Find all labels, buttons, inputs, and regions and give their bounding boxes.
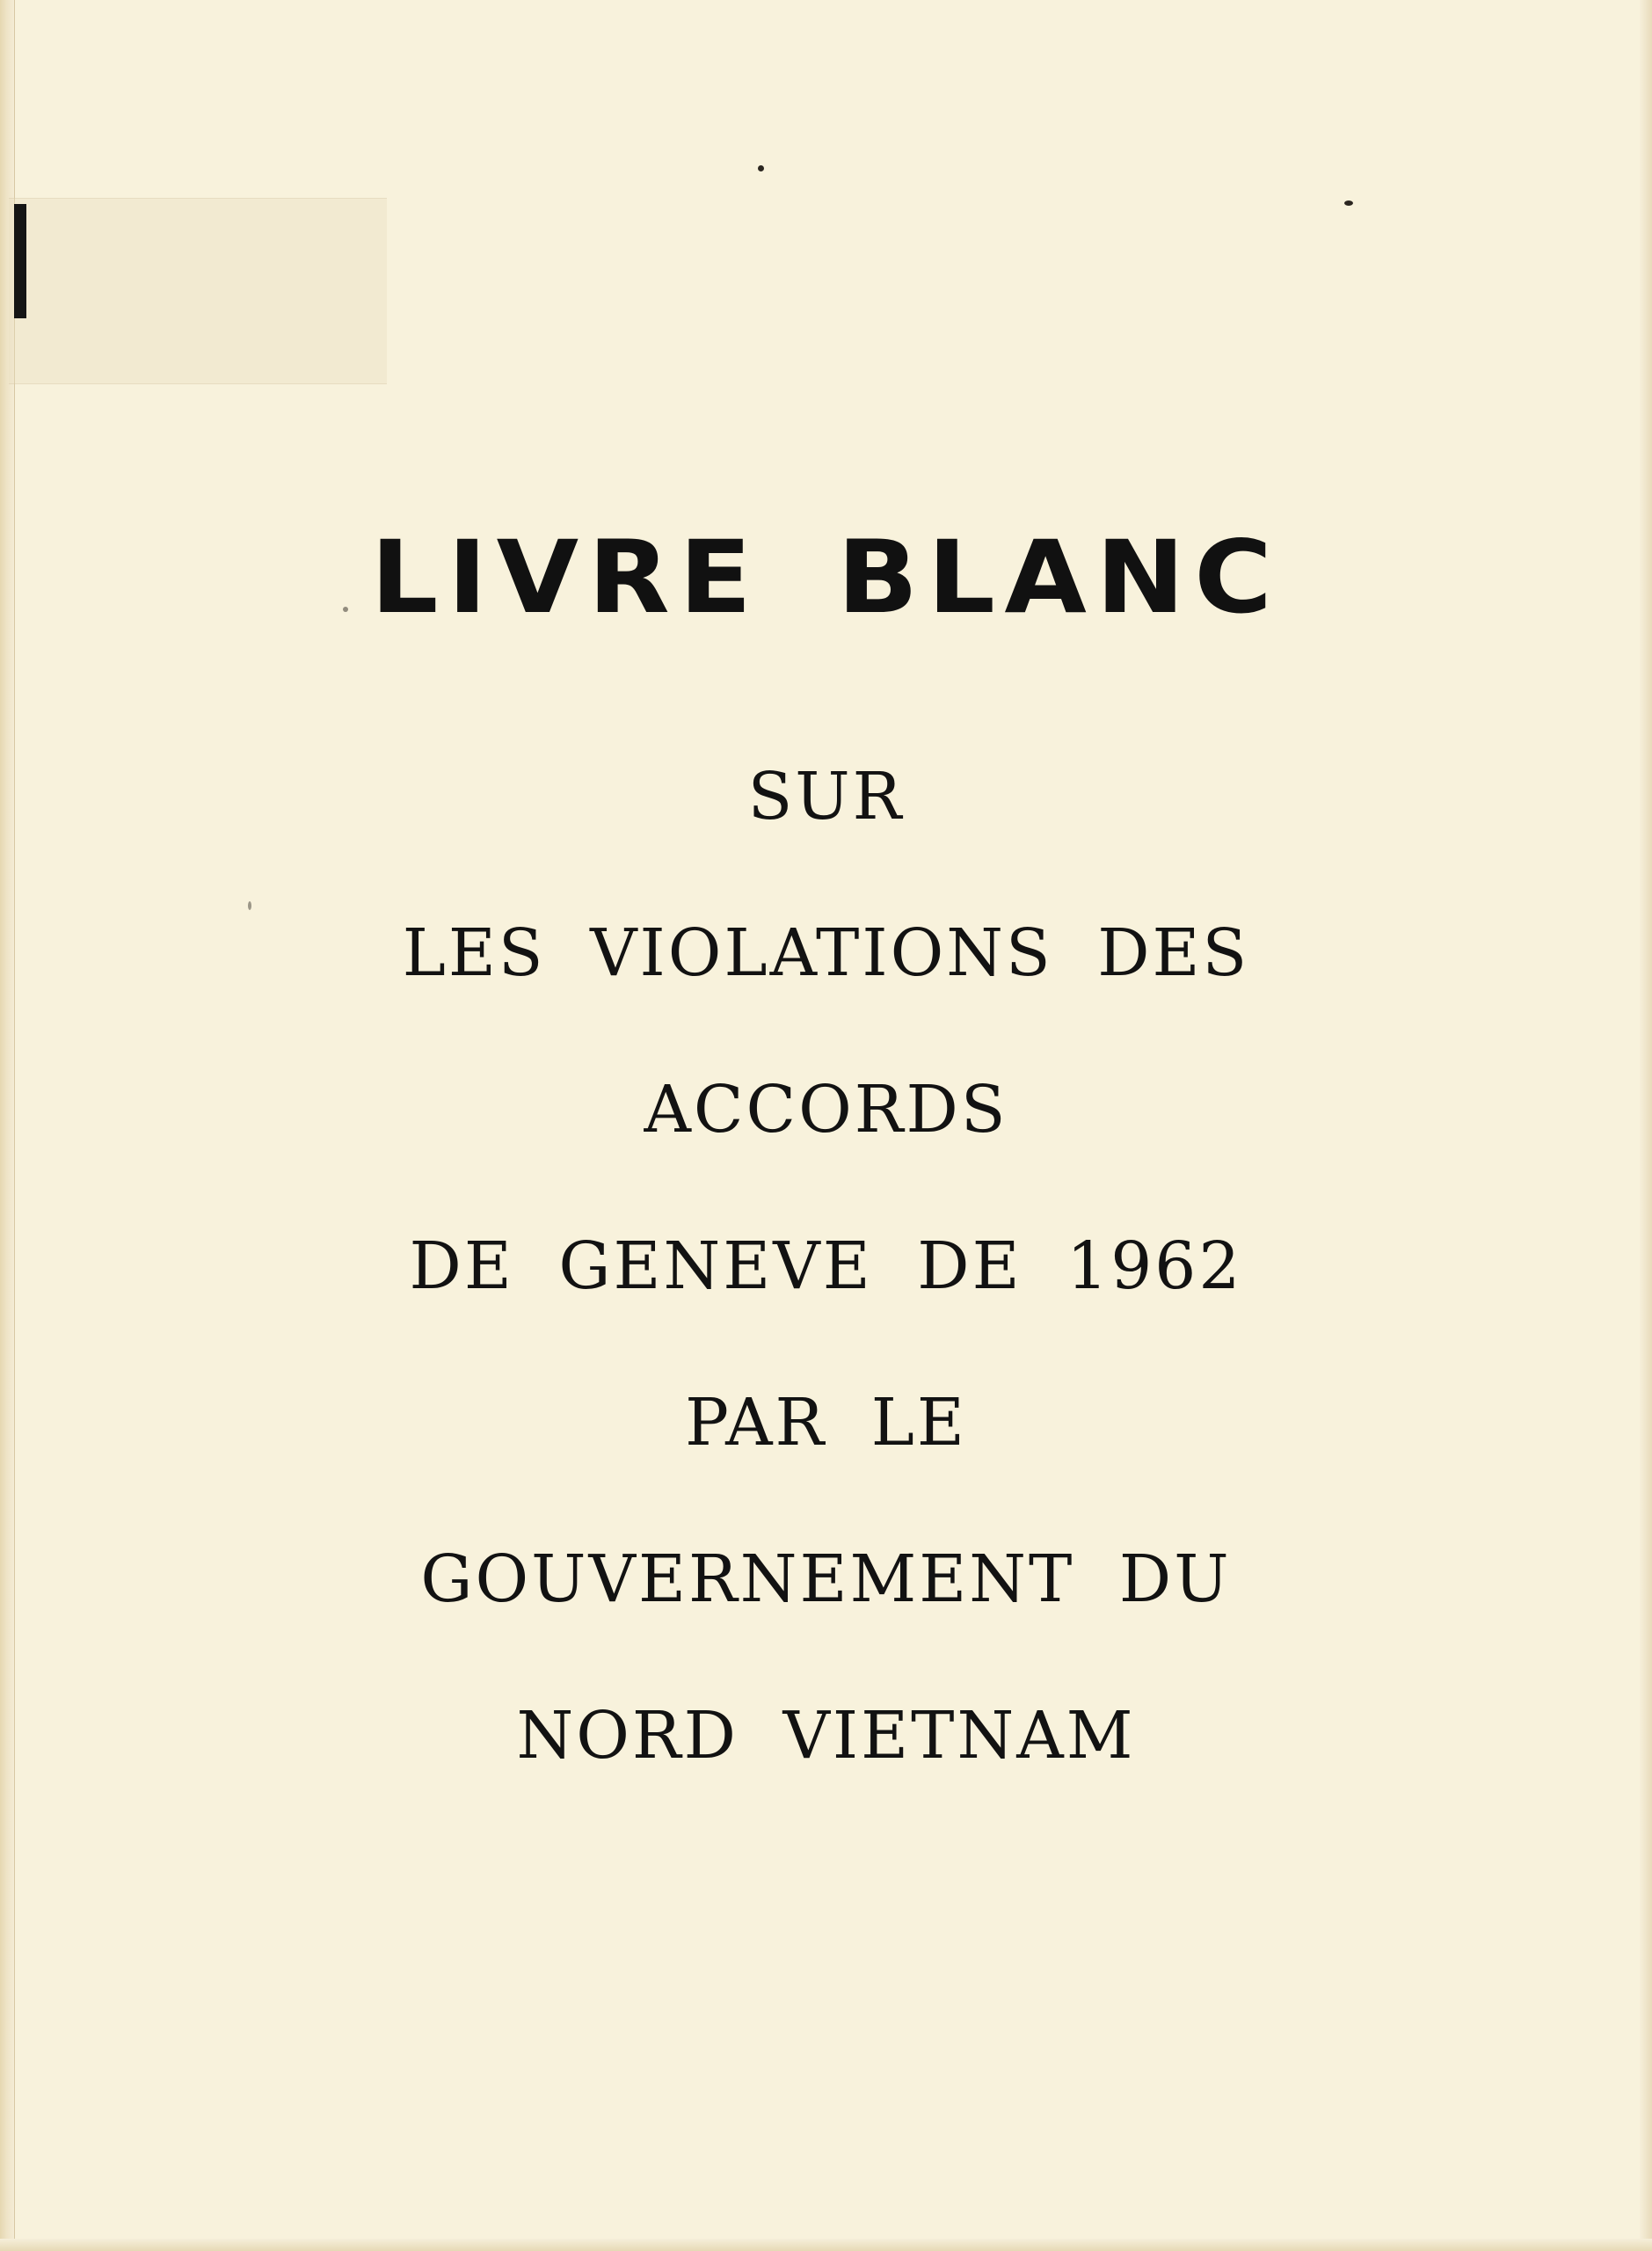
subtitle-line: LES VIOLATIONS DES [402,915,1250,991]
cover-title: LIVRE BLANC [370,519,1282,636]
label-residue [9,198,387,384]
subtitle-line: PAR LE [685,1385,967,1461]
subtitle-line: SUR [747,759,905,834]
paper-bottom-edge [0,2239,1652,2251]
subtitle-line: GOUVERNEMENT DU [420,1541,1232,1617]
subtitle-line: DE GENEVE DE 1962 [409,1228,1243,1304]
cover-subtitle [0,756,1652,1852]
subtitle-line: NORD VIETNAM [516,1698,1136,1774]
ink-speck [1344,200,1353,206]
subtitle-line: ACCORDS [644,1072,1008,1147]
barcode-mark [14,204,26,318]
ink-speck [758,165,764,171]
